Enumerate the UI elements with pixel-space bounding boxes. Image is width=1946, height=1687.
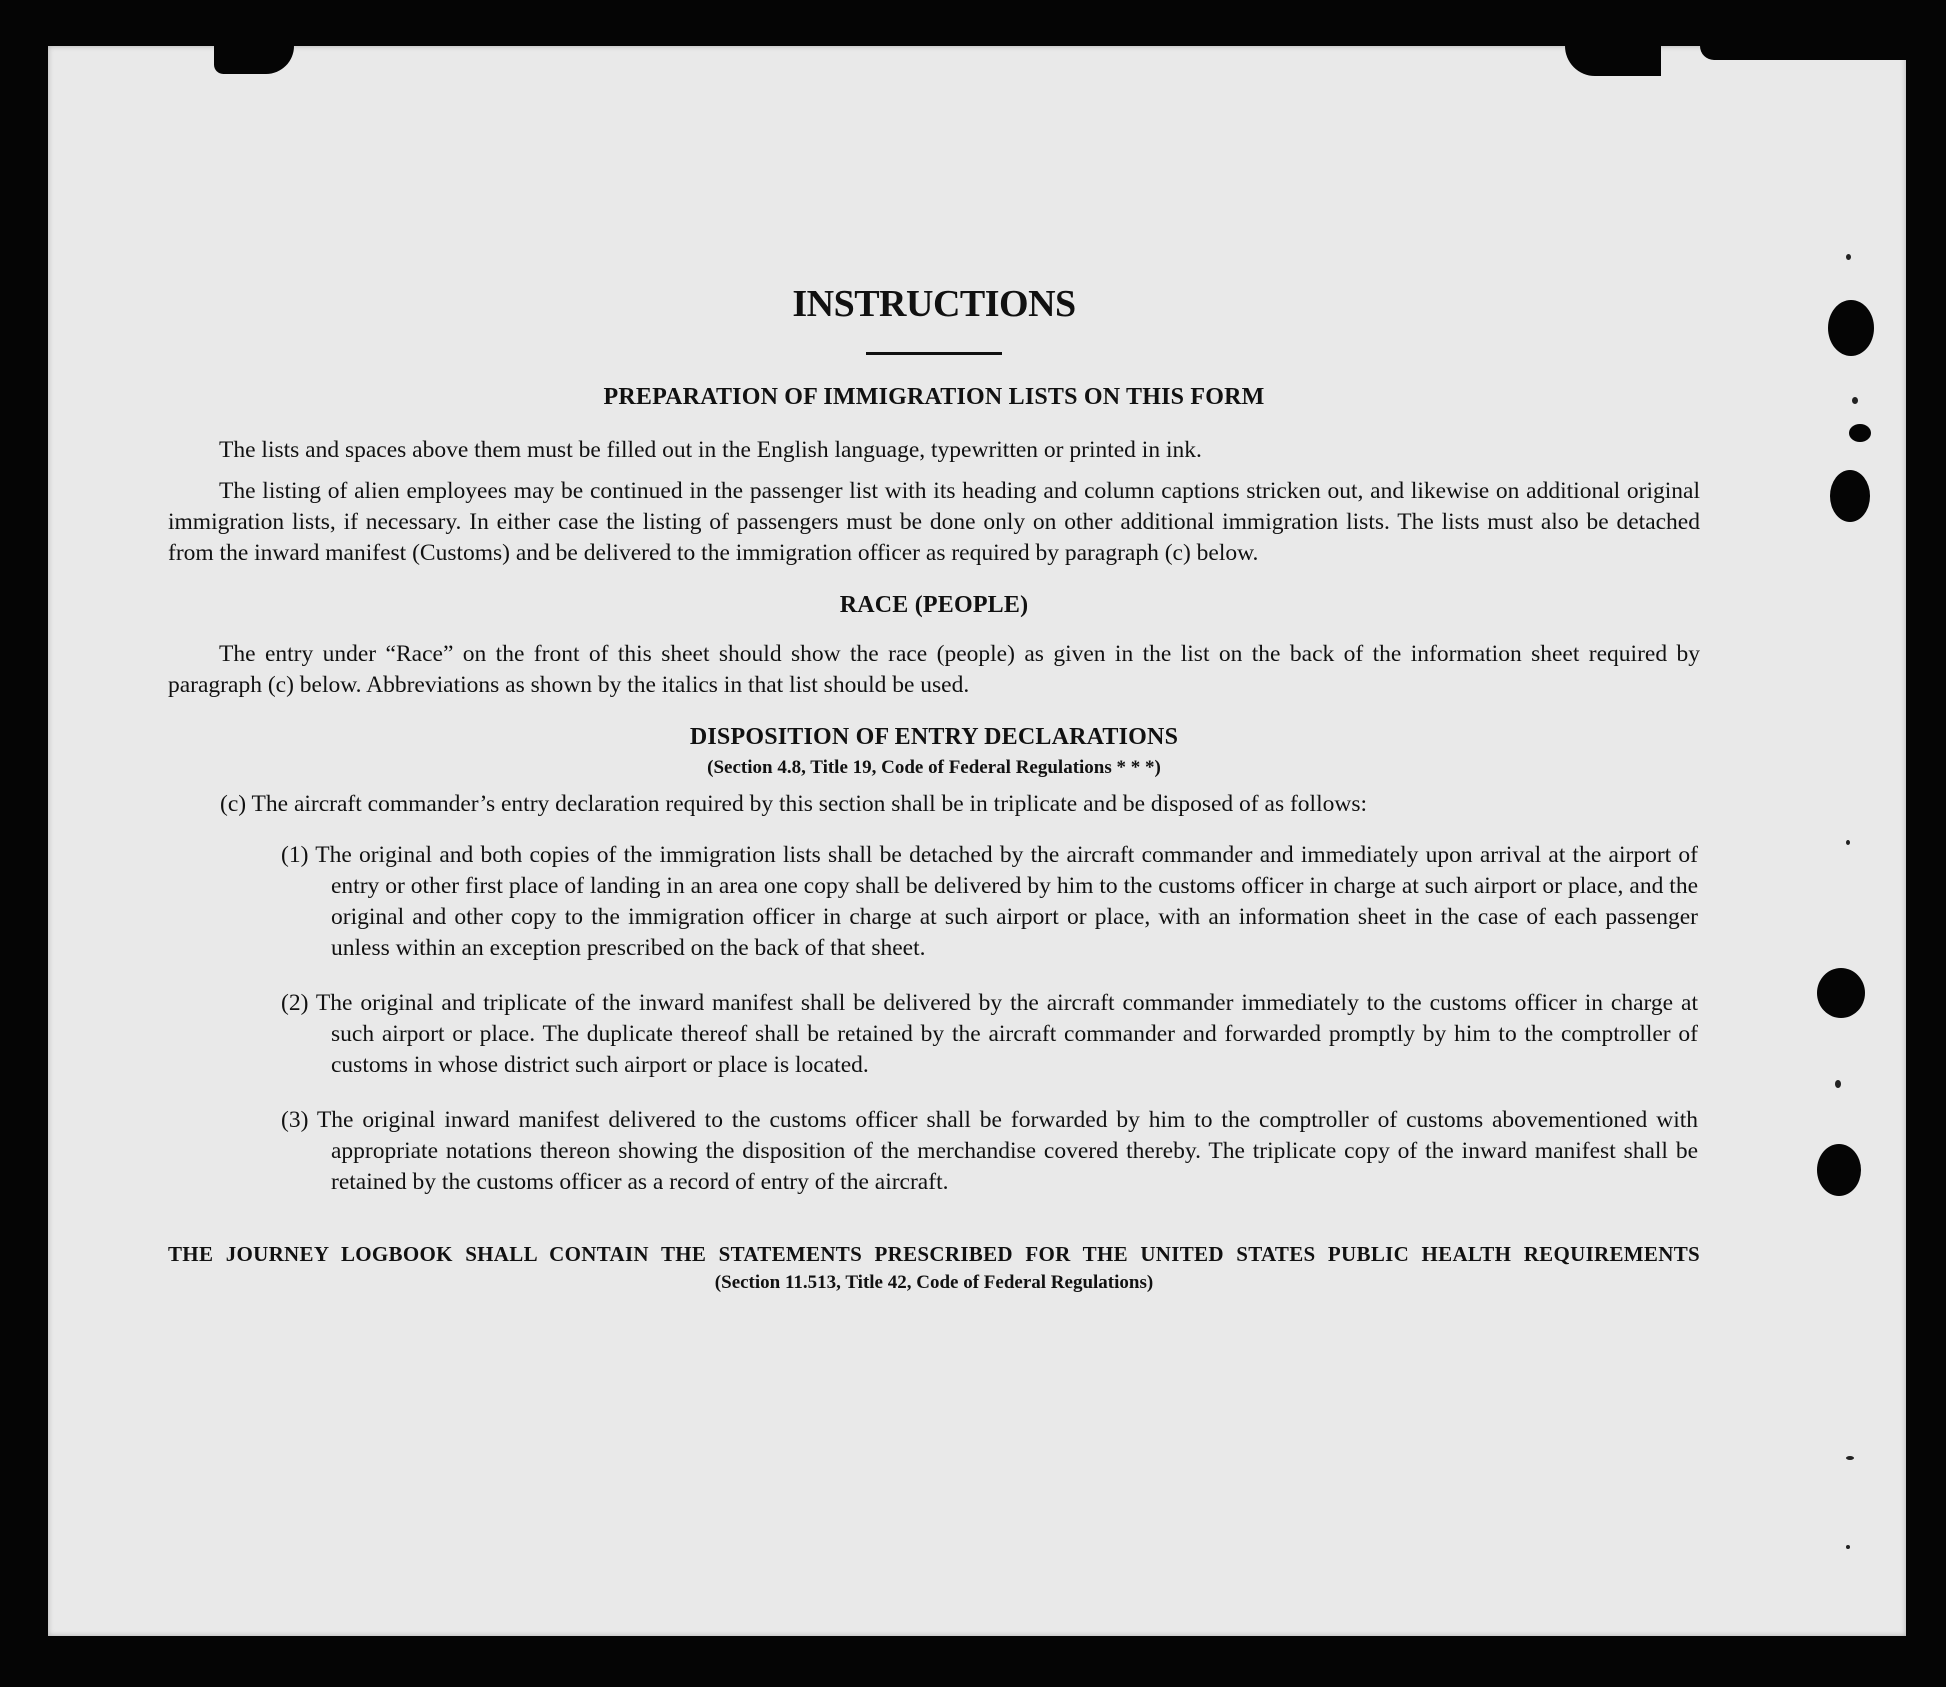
- speck: [1846, 1456, 1854, 1460]
- punch-hole: [1830, 470, 1870, 522]
- speck: [1846, 254, 1851, 260]
- disposition-subheading: (Section 4.8, Title 19, Code of Federal Regulations * * *): [707, 757, 1161, 778]
- torn-edge: [1565, 46, 1661, 76]
- disposition-heading: DISPOSITION OF ENTRY DECLARATIONS: [689, 724, 1179, 750]
- document-content: [168, 280, 1700, 1296]
- speck: [1835, 1080, 1841, 1088]
- speck: [1852, 397, 1858, 404]
- punch-hole: [1849, 424, 1871, 442]
- punch-hole: [1817, 968, 1865, 1018]
- footer-citation: (Section 11.513, Title 42, Code of Federal Regulations): [714, 1272, 1154, 1293]
- title-rule: [866, 352, 1002, 355]
- disposition-item-2: (2) The original and triplicate of the inward manifest shall be delivered by the aircraft commander immediately to the customs officer in charge at such airport or place. The duplicate thereof shall be retained by the aircraft commander and forwarded promptly by him to the comptroller of customs in whose district such airport or place is located.: [281, 990, 1698, 1078]
- speck: [1846, 1545, 1850, 1549]
- punch-hole: [1817, 1144, 1861, 1196]
- speck: [1846, 840, 1850, 845]
- torn-edge: [1700, 46, 1910, 60]
- preparation-paragraph-2: The listing of alien employees may be continued in the passenger list with its heading and column captions stricken out, and likewise on additional original immigration lists, if necessary. In either case the listing of passengers must be done only on other additional immigration lists. The lists must also be detached from the inward manifest (Customs) and be delivered to the immigration officer as required by paragraph (c) below.: [168, 478, 1700, 566]
- disposition-item-3: (3) The original inward manifest delivered to the customs officer shall be forwarded by him to the comptroller of customs abovementioned with appropriate notations thereon showing the disposition of the merchandise covered thereby. The triplicate copy of the inward manifest shall be retained by the customs officer as a record of entry of the aircraft.: [281, 1107, 1698, 1195]
- footer-statement: THE JOURNEY LOGBOOK SHALL CONTAIN THE STATEMENTS PRESCRIBED FOR THE UNITED STATES PUBLIC HEALTH REQUIREMENTS: [168, 1242, 1700, 1266]
- disposition-item-1: (1) The original and both copies of the immigration lists shall be detached by the aircraft commander and immediately upon arrival at the airport of entry or other first place of landing in an area one copy shall be delivered by him to the customs officer in charge at such airport or place, and the original and other copy to the immigration officer in charge at such airport or place, with an information sheet in the case of each passenger unless within an exception prescribed on the back of that sheet.: [281, 842, 1698, 961]
- preparation-paragraph-1: The lists and spaces above them must be filled out in the English language, typewritten or printed in ink.: [219, 437, 1202, 463]
- page-title: INSTRUCTIONS: [792, 283, 1076, 325]
- preparation-heading: PREPARATION OF IMMIGRATION LISTS ON THIS FORM: [603, 384, 1265, 410]
- race-heading: RACE (PEOPLE): [839, 592, 1029, 618]
- punch-hole: [1828, 300, 1874, 356]
- disposition-intro: (c) The aircraft commander’s entry declaration required by this section shall be in triplicate and be disposed of as follows:: [220, 791, 1367, 817]
- race-paragraph: The entry under “Race” on the front of this sheet should show the race (people) as given in the list on the back of the information sheet required by paragraph (c) below. Abbreviations as shown by the italics in that list should be used.: [168, 641, 1700, 698]
